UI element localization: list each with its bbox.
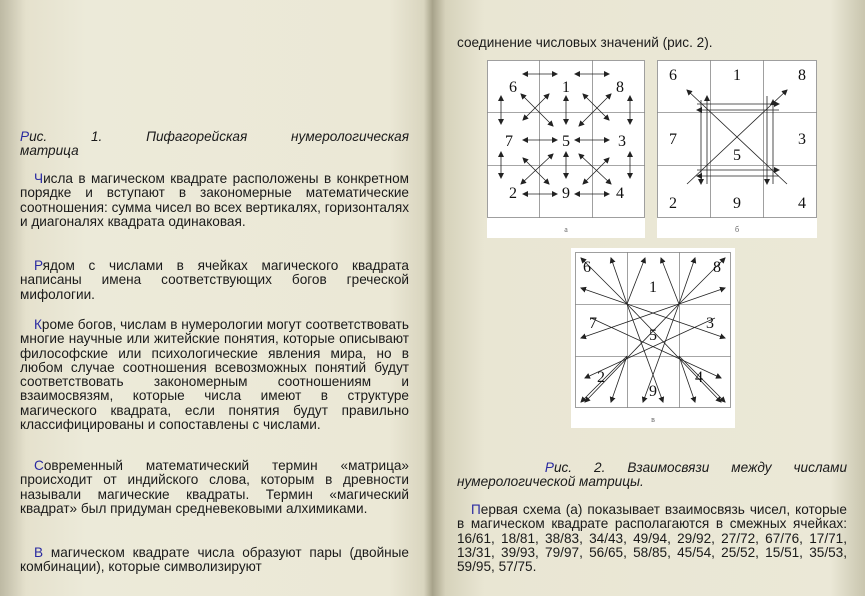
caption-1-initial: Р	[20, 129, 30, 144]
figure-b	[657, 60, 817, 238]
figure-b-number: 7	[669, 131, 677, 148]
figure-c-label: в	[651, 415, 655, 424]
figure-a-number: 9	[562, 185, 570, 202]
figure-c-diagram	[571, 248, 735, 428]
figure-b-numbers	[669, 67, 806, 212]
paragraph-2: Рядом с числами в ячейках магического квадрата написаны имена соответствующих богов греческой мифологии.	[20, 258, 409, 302]
figure-c-number: 6	[583, 259, 591, 276]
paragraph-3-initial: К	[34, 317, 42, 332]
paragraph-6-initial: П	[471, 502, 481, 517]
figure-c-number: 4	[695, 369, 703, 386]
figure-c-number: 8	[713, 259, 721, 276]
figure-b-number: 3	[798, 131, 806, 148]
figure-a-number: 4	[616, 185, 624, 202]
figure-c-number: 5	[649, 327, 657, 344]
paragraph-5: В магическом квадрате числа образуют пары (двойные комбинации), которые символизируют	[20, 545, 409, 575]
left-page	[0, 0, 430, 596]
paragraph-1: Числа в магическом квадрате расположены в конкретном порядке и вступают в закономерные математические соотношения: сумма чисел во всех вертикалях, горизонталях и диагоналях квадрата одинаковая.	[20, 171, 409, 229]
figure-a-number: 5	[562, 133, 570, 150]
paragraph-5-initial: В	[34, 545, 44, 560]
figure-b-number: 2	[669, 195, 677, 212]
paragraph-4-initial: С	[34, 458, 44, 473]
figure-c	[571, 248, 735, 428]
figure-c-number: 3	[706, 315, 714, 332]
paragraph-4: Современный математический термин «матрица» происходит от индийского слова, которым в древности называли магические квадраты. Термин «магический квадрат» был придуман средневековыми алхимиками.	[20, 458, 409, 516]
figure-b-diagram	[657, 60, 817, 238]
paragraph-1-initial: Ч	[34, 171, 44, 186]
paragraph-3: Кроме богов, числам в нумерологии могут соответствовать многие научные или житейские понятия, которые описывают философские или психологические явления мира, но в любом случае соотношения всевозможных понятий будут соответствовать закономерным соотношениям и взаимосвязям, которые числа имеют в структуре магического квадрата, если понятия будут правильно классифицированы и сопоставлены с числами.	[20, 317, 409, 433]
top-line: соединение числовых значений (рис. 2).	[457, 35, 713, 50]
figure-a-number: 8	[616, 79, 624, 96]
caption-2-line-1: Рис. 2. Взаимосвязи между числами	[544, 460, 847, 475]
caption-2-line-2: нумерологической матрицы.	[457, 474, 644, 490]
figure-c-number: 7	[589, 315, 597, 332]
figure-a-number: 3	[618, 133, 626, 150]
figure-a	[487, 60, 645, 238]
caption-2-initial: Р	[544, 460, 554, 475]
caption-1-line-2: матрица	[20, 143, 79, 159]
figure-1-caption	[20, 130, 409, 159]
figure-b-number: 1	[733, 67, 741, 84]
paragraph-6: Первая схема (а) показывает взаимосвязь чисел, которые в магическом квадрате располагаются в смежных ячейках: 16/61, 18/81, 38/83, 34/43, 49/94, 29/92, 27/72, 67/76, 17/71, 13/31, 39/93, 79/97, 56/65, 58/85, 45/54, 25/52, 15/51, 35/53, 59/95, 57/75.	[457, 502, 847, 575]
figure-a-number: 1	[562, 79, 570, 96]
figure-b-label: б	[734, 225, 740, 234]
figure-b-number: 5	[733, 147, 741, 164]
figure-b-number: 6	[669, 67, 677, 84]
figure-a-label: а	[564, 225, 568, 234]
figure-c-number: 9	[649, 383, 657, 400]
figure-2-caption	[457, 461, 847, 490]
caption-1-line-1: Рис. 1. Пифагорейская нумерологическая	[20, 129, 409, 144]
figure-b-arrows	[687, 90, 787, 184]
figure-b-number: 9	[733, 195, 741, 212]
figure-c-number: 2	[597, 369, 605, 386]
figure-a-number: 6	[509, 79, 517, 96]
figure-a-number: 7	[505, 133, 513, 150]
paragraph-2-initial: Р	[34, 258, 43, 273]
figure-c-number: 1	[649, 279, 657, 296]
figure-b-number: 4	[798, 195, 806, 212]
right-page	[435, 0, 865, 596]
figure-a-number: 2	[509, 185, 517, 202]
figure-b-number: 8	[798, 67, 806, 84]
figure-a-diagram	[487, 60, 645, 238]
